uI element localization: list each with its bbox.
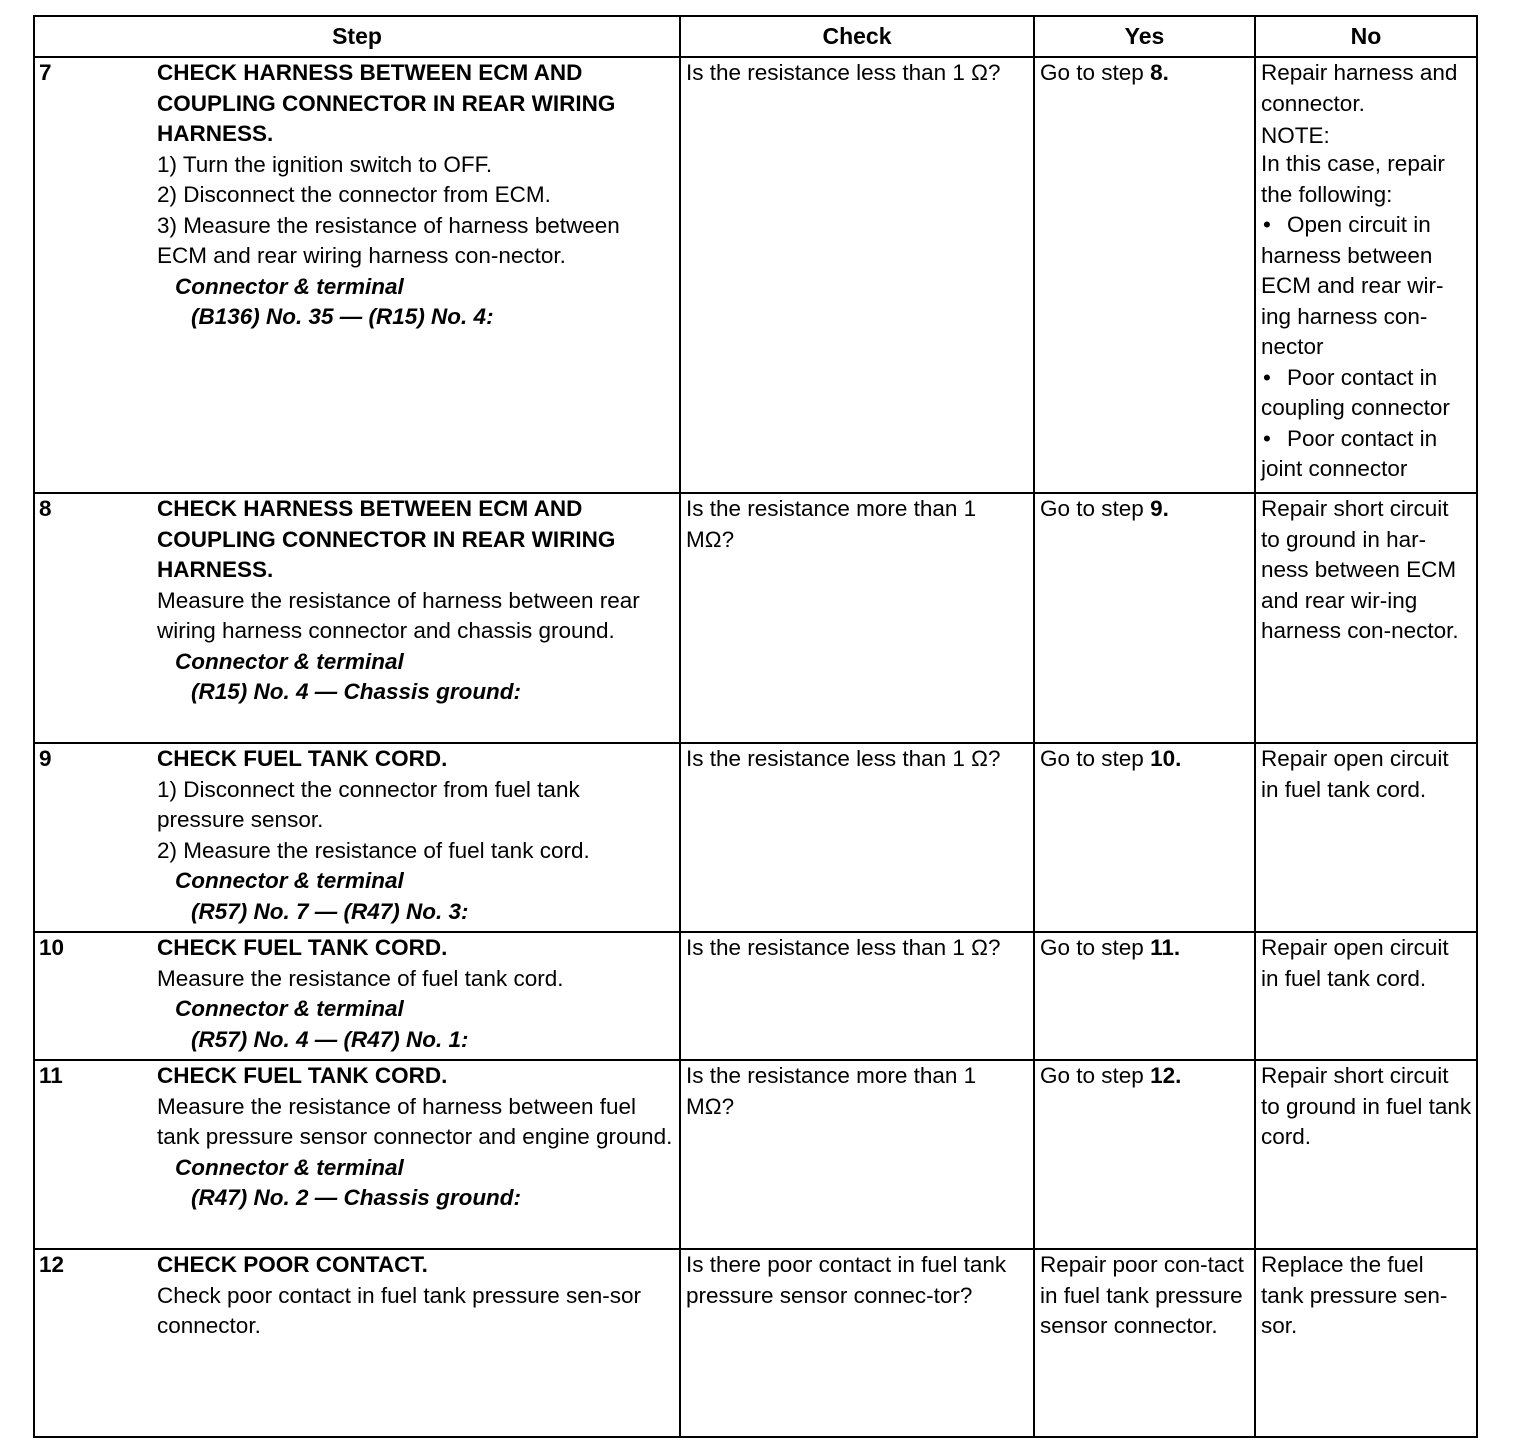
step-title: CHECK FUEL TANK CORD.	[157, 746, 448, 771]
step-line: 3) Measure the resistance of harness between ECM and rear wiring harness con-nector.	[157, 212, 620, 268]
diagnostic-table	[33, 15, 1478, 1438]
connector-terminal-value: (R47) No. 2 — Chassis ground:	[191, 1185, 522, 1210]
header-row	[34, 16, 1477, 57]
check-cell: Is the resistance more than 1 MΩ?	[680, 493, 1034, 743]
check-cell: Is there poor contact in fuel tank pressure sensor connec-tor?	[680, 1249, 1034, 1437]
table-row	[34, 1249, 1477, 1437]
step-number: 10	[39, 935, 65, 960]
step-number: 12	[39, 1252, 65, 1277]
connector-terminal-value: (R57) No. 7 — (R47) No. 3:	[191, 898, 469, 924]
step-title: CHECK HARNESS BETWEEN ECM AND COUPLING CONNECTOR IN REAR WIRING HARNESS.	[157, 60, 616, 146]
header-no: No	[1255, 16, 1477, 57]
step-line: Measure the resistance of harness between rear wiring harness connector and chassis ground.	[157, 587, 640, 643]
check-cell: Is the resistance less than 1 Ω?	[680, 932, 1034, 1060]
bullet-item: • Poor contact in joint connector	[1261, 424, 1472, 485]
step-title: CHECK POOR CONTACT.	[157, 1252, 428, 1277]
step-number: 8	[39, 496, 52, 521]
header-yes: Yes	[1034, 16, 1255, 57]
no-cell: Repair short circuit to ground in har-ness between ECM and rear wir-ing harness con-nector.	[1255, 493, 1477, 743]
check-cell: Is the resistance less than 1 Ω?	[680, 743, 1034, 932]
yes-cell	[1034, 57, 1255, 493]
connector-terminal-label: Connector & terminal	[175, 1154, 404, 1180]
step-number: 9	[39, 746, 52, 771]
step-title: CHECK FUEL TANK CORD.	[157, 935, 448, 960]
step-line: Check poor contact in fuel tank pressure sen-sor connector.	[157, 1282, 641, 1338]
check-cell: Is the resistance less than 1 Ω?	[680, 57, 1034, 493]
check-cell: Is the resistance more than 1 MΩ?	[680, 1060, 1034, 1249]
yes-step-number: 8.	[1150, 60, 1169, 85]
step-number: 7	[39, 60, 52, 85]
yes-prefix: Go to step	[1040, 496, 1151, 521]
note-label: NOTE:	[1261, 123, 1330, 148]
header-check: Check	[680, 16, 1034, 57]
step-cell	[34, 57, 680, 493]
yes-prefix: Go to step	[1040, 1063, 1151, 1088]
connector-terminal-label: Connector & terminal	[175, 868, 404, 893]
step-cell	[34, 932, 680, 1060]
table-row	[34, 932, 1477, 1060]
yes-cell	[1034, 493, 1255, 743]
note-text: In this case, repair the following:	[1261, 151, 1445, 207]
step-line: 1) Turn the ignition switch to OFF.	[157, 151, 493, 177]
connector-terminal-value: (B136) No. 35 — (R15) No. 4:	[191, 304, 494, 329]
yes-step-number: 10.	[1150, 746, 1182, 771]
bullet-item: • Open circuit in harness between ECM and rear wir-ing harness con-nector	[1261, 210, 1472, 363]
step-line: 1) Disconnect the connector from fuel tank pressure sensor.	[157, 776, 580, 832]
yes-cell	[1034, 932, 1255, 1060]
step-cell	[34, 493, 680, 743]
yes-step-number: 9.	[1150, 496, 1169, 521]
step-number: 11	[39, 1063, 63, 1088]
step-line: 2) Disconnect the connector from ECM.	[157, 182, 551, 207]
header-step: Step	[34, 16, 680, 57]
step-cell	[34, 1060, 680, 1249]
no-cell: Repair open circuit in fuel tank cord.	[1255, 932, 1477, 1060]
connector-terminal-value: (R15) No. 4 — Chassis ground:	[191, 679, 522, 704]
yes-prefix: Go to step	[1040, 60, 1151, 85]
bullet-item: • Poor contact in coupling connector	[1261, 363, 1472, 424]
step-cell	[34, 743, 680, 932]
step-line: Measure the resistance of fuel tank cord.	[157, 965, 564, 991]
yes-step-number: 11.	[1150, 935, 1181, 960]
yes-cell: Repair poor con-tact in fuel tank pressure sensor connector.	[1034, 1249, 1255, 1437]
step-cell	[34, 1249, 680, 1437]
yes-step-number: 12.	[1150, 1063, 1182, 1088]
no-cell: Repair short circuit to ground in fuel tank cord.	[1255, 1060, 1477, 1249]
no-cell: Replace the fuel tank pressure sen-sor.	[1255, 1249, 1477, 1437]
connector-terminal-label: Connector & terminal	[175, 273, 404, 299]
table-row	[34, 57, 1477, 493]
connector-terminal-label: Connector & terminal	[175, 648, 404, 674]
table-row	[34, 1060, 1477, 1249]
table-row	[34, 743, 1477, 932]
yes-prefix: Go to step	[1040, 746, 1151, 771]
no-cell: Repair open circuit in fuel tank cord.	[1255, 743, 1477, 932]
step-line: Measure the resistance of harness between fuel tank pressure sensor connector and engine ground.	[157, 1093, 673, 1149]
yes-cell	[1034, 1060, 1255, 1249]
step-title: CHECK HARNESS BETWEEN ECM AND COUPLING CONNECTOR IN REAR WIRING HARNESS.	[157, 496, 616, 582]
step-line: 2) Measure the resistance of fuel tank cord.	[157, 837, 590, 863]
connector-terminal-label: Connector & terminal	[175, 996, 404, 1021]
table-row	[34, 493, 1477, 743]
yes-cell	[1034, 743, 1255, 932]
yes-prefix: Go to step	[1040, 935, 1151, 960]
connector-terminal-value: (R57) No. 4 — (R47) No. 1:	[191, 1026, 469, 1052]
no-cell	[1255, 57, 1477, 493]
no-text: Repair harness and connector.	[1261, 60, 1458, 116]
step-title: CHECK FUEL TANK CORD.	[157, 1063, 448, 1088]
